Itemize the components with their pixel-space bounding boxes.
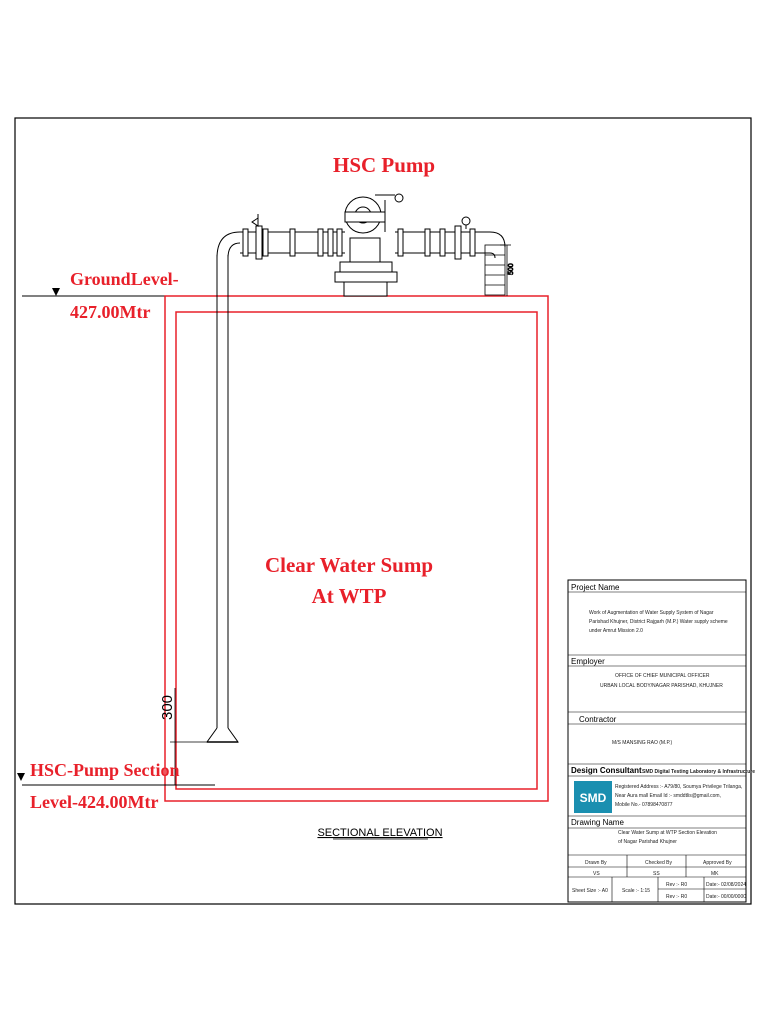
consultant-logo-text: SMD [579, 791, 607, 805]
consultant-head: Design Consultant [571, 766, 642, 775]
ground-level-marker [22, 269, 179, 322]
suction-pipe [207, 232, 240, 742]
pump-title: HSC Pump [333, 153, 436, 177]
drawing-line-1: Clear Water Sump at WTP Section Elevation [618, 830, 717, 836]
drawing-name-head: Drawing Name [571, 818, 624, 827]
consultant-address-3: Mobile No.- 07898470877 [615, 802, 673, 808]
project-line-1: Work of Augmentation of Water Supply System of Nagar [589, 610, 714, 616]
consultant-address-2: Near Aura mall Email Id :- smddtlis@gmail.com, [615, 793, 721, 799]
checked-by-head: Checked By [645, 860, 672, 866]
scale: Scale :- 1:15 [622, 888, 651, 894]
drawn-by-value: VS [593, 871, 600, 877]
consultant-address-1: Registered Address :- A79/80, Soumya Privilege Trilanga, [615, 784, 743, 790]
contractor-head: Contractor [579, 715, 617, 724]
drawing-line-2: of Nagar Parishad Khujner [618, 839, 677, 845]
employer-line-1: OFFICE OF CHIEF MUNICIPAL OFFICER [615, 673, 710, 679]
date-1: Date:- 02/08/2024 [706, 882, 747, 888]
sheet-size: Sheet Size :- A0 [572, 888, 608, 894]
pump-section-value: Level-424.00Mtr [30, 792, 159, 812]
date-2: Date:- 00/00/0000 [706, 894, 747, 900]
dimension-500-label: 500 [508, 263, 515, 275]
sump-title-line2: At WTP [311, 584, 387, 608]
title-block [568, 580, 755, 902]
revision-1: Rev :- R0 [666, 882, 688, 888]
employer-line-2: URBAN LOCAL BODY/NAGAR PARISHAD, KHUJNER [600, 683, 723, 689]
drawn-by-head: Drawn By [585, 860, 607, 866]
pump-section-label: HSC-Pump Section [30, 760, 180, 780]
revision-2: Rev :- R0 [666, 894, 688, 900]
checked-by-value: SS [653, 871, 660, 877]
sump-outline [165, 296, 548, 801]
pump-body [335, 194, 403, 296]
consultant-name: SMD Digital Testing Laboratory & Infrastructure [642, 769, 755, 775]
sump-title-line1: Clear Water Sump [264, 553, 434, 577]
dimension-300-label: 300 [159, 694, 176, 720]
approved-by-value: MK [711, 871, 719, 877]
ground-level-label: GroundLevel- [70, 269, 179, 289]
contractor-name: M/S MANSING RAO (M.P.) [612, 740, 673, 746]
approved-by-head: Approved By [703, 860, 732, 866]
sectional-elevation-caption: SECTIONAL ELEVATION [317, 827, 443, 839]
employer-head: Employer [571, 657, 605, 666]
project-name-head: Project Name [571, 583, 620, 592]
pump-section-marker [17, 760, 215, 812]
project-line-2: Parishad Khujner, District Rajgarh (M.P.) Water supply scheme [589, 619, 728, 625]
project-line-3: under Amrut Mission 2.0 [589, 628, 643, 634]
ground-level-value: 427.00Mtr [70, 302, 151, 322]
